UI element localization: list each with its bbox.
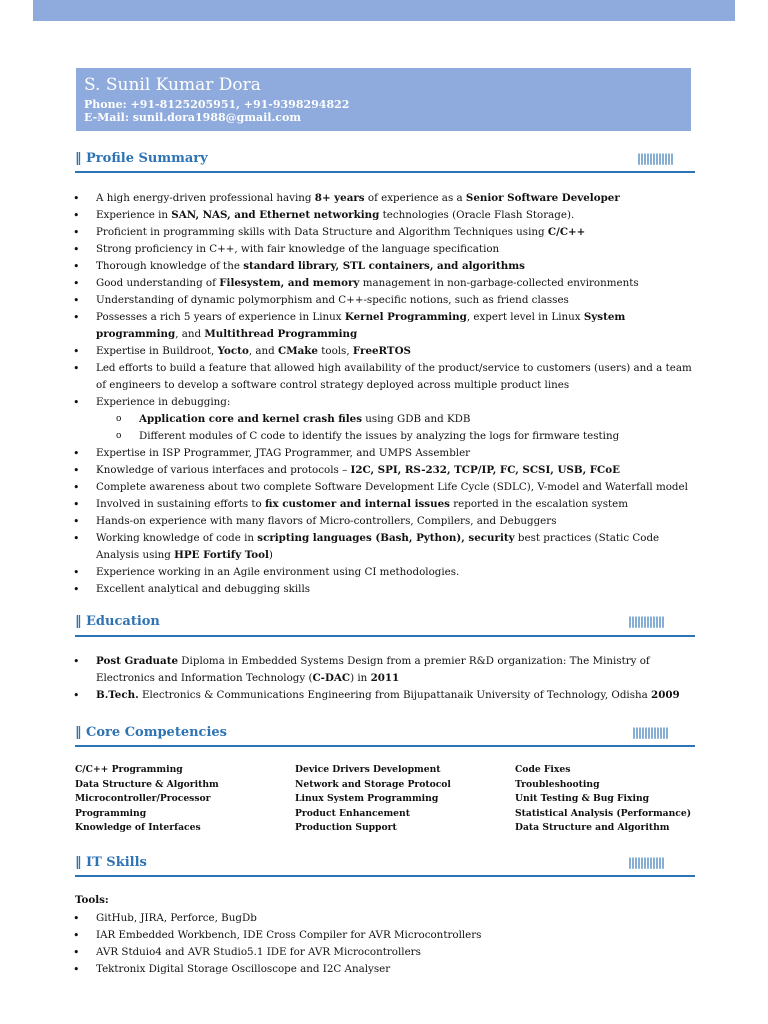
list-item: • Possesses a rich 5 years of experience in Linux Kernel Programming, expert level in Linux System programming, and Multithread Programming bbox=[73, 309, 697, 343]
sub-list-item: o Different modules of C code to identify the issues by analyzing the logs for firmware testing bbox=[96, 428, 697, 445]
competency-item: Device Drivers Development bbox=[295, 764, 441, 775]
competency-column-2 bbox=[295, 763, 451, 836]
list-item: • Experience in SAN, NAS, and Ethernet networking technologies (Oracle Flash Storage). bbox=[73, 207, 697, 224]
list-item: • Thorough knowledge of the standard library, STL containers, and algorithms bbox=[73, 258, 697, 275]
competency-item: Product Enhancement bbox=[295, 807, 410, 819]
competency-item: Production Support bbox=[295, 822, 397, 833]
phone-line: Phone: +91-8125205951, +91-9398294822 bbox=[84, 98, 350, 111]
debugging-sublist bbox=[96, 411, 697, 445]
competency-column-3 bbox=[515, 763, 691, 836]
candidate-name: S. Sunil Kumar Dora bbox=[84, 75, 261, 95]
competency-item: Linux System Programming bbox=[295, 793, 439, 804]
profile-summary-list bbox=[73, 190, 697, 598]
list-item: • Post Graduate Diploma in Embedded Systems Design from a premier R&D organization: The Ministry of Electronics and Information Technology (C-DAC) in 2011 bbox=[73, 653, 697, 687]
core-competencies-rule bbox=[75, 745, 695, 747]
profile-summary-heading: ‖ Profile Summary bbox=[75, 151, 208, 166]
education-bars: |||||||||||| bbox=[628, 615, 665, 628]
tools-label: Tools: bbox=[75, 894, 109, 906]
competency-item: Programming bbox=[75, 807, 147, 819]
competency-item: Unit Testing & Bug Fixing bbox=[515, 793, 650, 804]
tools-list bbox=[73, 910, 697, 978]
competency-item: Troubleshooting bbox=[515, 778, 600, 790]
list-item: • Strong proficiency in C++, with fair knowledge of the language specification bbox=[73, 241, 697, 258]
list-item: • Excellent analytical and debugging skills bbox=[73, 581, 697, 598]
list-item: • Complete awareness about two complete Software Development Life Cycle (SDLC), V-model and Waterfall model bbox=[73, 479, 697, 496]
competency-item: Knowledge of Interfaces bbox=[75, 822, 201, 833]
competency-item: Statistical Analysis (Performance) bbox=[515, 807, 692, 819]
list-item: • Experience in debugging: o Application core and kernel crash files using GDB and KDB o Different modules of C code to identify the issues by analyzing the logs for firmware testing bbox=[73, 394, 697, 445]
competency-item: Network and Storage Protocol bbox=[295, 778, 451, 790]
list-item: • Expertise in ISP Programmer, JTAG Programmer, and UMPS Assembler bbox=[73, 445, 697, 462]
list-item: • Good understanding of Filesystem, and memory management in non-garbage-collected environments bbox=[73, 275, 697, 292]
header-box bbox=[76, 68, 691, 131]
list-item: • Proficient in programming skills with Data Structure and Algorithm Techniques using C/C++ bbox=[73, 224, 697, 241]
list-item: • A high energy-driven professional having 8+ years of experience as a Senior Software Developer bbox=[73, 190, 697, 207]
it-skills-bars: |||||||||||| bbox=[628, 856, 665, 869]
list-item: • Expertise in Buildroot, Yocto, and CMake tools, FreeRTOS bbox=[73, 343, 697, 360]
list-item: • Understanding of dynamic polymorphism and C++-specific notions, such as friend classes bbox=[73, 292, 697, 309]
list-item: • Knowledge of various interfaces and protocols – I2C, SPI, RS-232, TCP/IP, FC, SCSI, USB, FCoE bbox=[73, 462, 697, 479]
list-item: • Experience working in an Agile environment using CI methodologies. bbox=[73, 564, 697, 581]
list-item: • AVR Stduio4 and AVR Studio5.1 IDE for AVR Microcontrollers bbox=[73, 944, 697, 961]
core-competencies-heading: ‖ Core Competencies bbox=[75, 725, 227, 740]
list-item: • Led efforts to build a feature that allowed high availability of the product/service to customers (users) and a team of engineers to develop a software control strategy deployed across multiple product lines bbox=[73, 360, 697, 394]
sub-list-item: o Application core and kernel crash files using GDB and KDB bbox=[96, 411, 697, 428]
profile-summary-bars: |||||||||||| bbox=[637, 152, 674, 165]
list-item: • Tektronix Digital Storage Oscilloscope and I2C Analyser bbox=[73, 961, 697, 978]
core-competencies-bars: |||||||||||| bbox=[632, 726, 669, 739]
competency-item: Microcontroller/Processor bbox=[75, 793, 211, 804]
competency-column-1 bbox=[75, 763, 219, 836]
list-item: • Hands-on experience with many flavors of Micro-controllers, Compilers, and Debuggers bbox=[73, 513, 697, 530]
list-item: • Involved in sustaining efforts to fix customer and internal issues reported in the escalation system bbox=[73, 496, 697, 513]
list-item: • B.Tech. Electronics & Communications Engineering from Bijupattanaik University of Technology, Odisha 2009 bbox=[73, 687, 697, 704]
list-item: • IAR Embedded Workbench, IDE Cross Compiler for AVR Microcontrollers bbox=[73, 927, 697, 944]
list-item: • Working knowledge of code in scripting languages (Bash, Python), security best practices (Static Code Analysis using HPE Fortify Tool) bbox=[73, 530, 697, 564]
profile-summary-rule bbox=[75, 171, 695, 173]
competency-item: C/C++ Programming bbox=[75, 764, 183, 775]
competency-item: Data Structure and Algorithm bbox=[515, 822, 670, 833]
email-line: E-Mail: sunil.dora1988@gmail.com bbox=[84, 111, 301, 124]
education-list bbox=[73, 653, 697, 704]
list-item: • GitHub, JIRA, Perforce, BugDb bbox=[73, 910, 697, 927]
education-rule bbox=[75, 635, 695, 637]
it-skills-heading: ‖ IT Skills bbox=[75, 855, 147, 870]
education-heading: ‖ Education bbox=[75, 614, 160, 629]
it-skills-rule bbox=[75, 875, 695, 877]
competency-item: Data Structure & Algorithm bbox=[75, 778, 219, 790]
top-banner bbox=[33, 0, 735, 21]
competency-item: Code Fixes bbox=[515, 764, 571, 775]
